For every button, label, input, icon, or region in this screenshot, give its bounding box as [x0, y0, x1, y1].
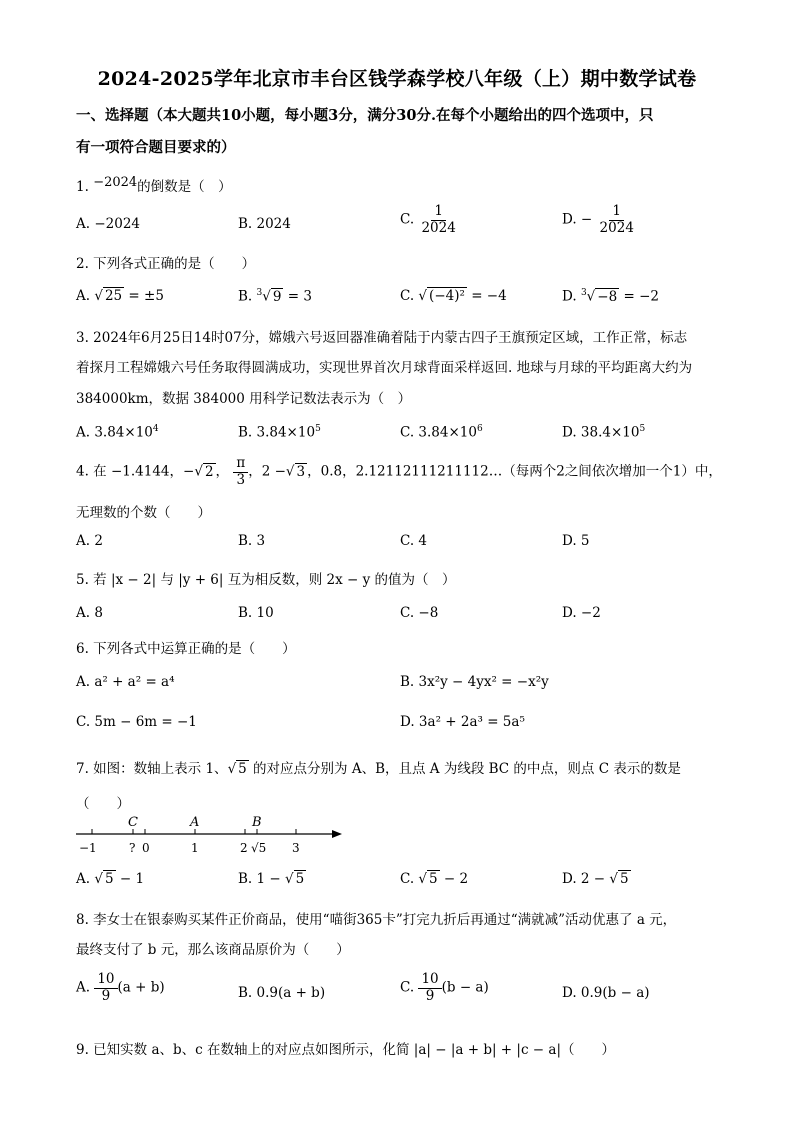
paper-title: 2024-2025学年北京市丰台区钱学森学校八年级（上）期中数学试卷	[97, 68, 697, 90]
q8-option-c: C. $\frac{10}{9}$ (b − a)	[400, 971, 489, 1004]
q3-option-d: D. $38.4\times 10^5$	[562, 424, 646, 441]
q4-option-c: C. 4	[400, 533, 428, 549]
question-8-line1: 8. 李女士在银泰购买某件正价商品，使用“喵街365卡”打完九折后再通过“满就减”活动优惠了 a 元，	[76, 912, 677, 928]
q3-option-a: A. $3.84\times 10^4$	[76, 424, 159, 441]
section-heading-line2: 有一项符合题目要求的）	[76, 139, 236, 156]
q1-option-b: B. 2024	[238, 216, 291, 232]
q1-number: −2024	[93, 175, 138, 190]
tick-label-minus1: −1	[79, 841, 97, 855]
q1-c-fraction: $\frac{1}{2024}$	[421, 203, 456, 236]
tick-label-1: 1	[191, 841, 199, 855]
tick-label-2: 2	[240, 841, 248, 855]
question-1-stem: 1. $^{-2024}$的倒数是（ ）	[76, 175, 232, 195]
question-6-stem: 6. 下列各式中运算正确的是（ ）	[76, 641, 296, 657]
q4-option-b: B. 3	[238, 533, 266, 549]
q3-option-c: C. $3.84\times 10^6$	[400, 424, 483, 441]
q5-option-d: D. −2	[562, 605, 601, 621]
q8-a-fraction: $\frac{10}{9}$	[94, 972, 117, 1004]
q7-option-d: D. 2 − √ 5	[562, 871, 629, 887]
question-9-stem: 9. 已知实数 a、b、c 在数轴上的对应点如图所示，化简 |a| − |a + b| + |c − a|（ ）	[76, 1042, 616, 1058]
q2-option-b: B. $^3$√ 9 = 3	[238, 288, 312, 305]
q8-option-a: A. $\frac{10}{9}$ (a + b)	[76, 971, 165, 1004]
q7-number-line	[70, 812, 350, 860]
question-3-line3: 384000km，数据 384000 用科学记数法表示为（ ）	[76, 391, 412, 407]
q4-pi-fraction: $\frac{\pi}{3}$	[233, 456, 248, 488]
question-3-line2: 着探月工程嫦娥六号任务取得圆满成功，实现世界首次月球背面采样返回. 地球与月球的平均距离大约为	[76, 360, 693, 376]
q7-option-a: A. √ 5 − 1	[76, 871, 145, 887]
question-3-line1: 3. 2024年6月25日14时07分，嫦娥六号返回器准确着陆于内蒙古四子王旗预定区域，工作正常，标志	[76, 330, 688, 346]
q8-c-fraction: $\frac{10}{9}$	[418, 972, 441, 1004]
tick-label-sqrt5: √5	[251, 841, 267, 855]
q6-option-c: C. 5m − 6m = −1	[76, 714, 197, 730]
q4-option-a: A. 2	[76, 533, 103, 549]
section-heading-line1: 一、选择题（本大题共10小题，每小题3分，满分30分.在每个小题给出的四个选项中，只	[76, 107, 654, 124]
q6-option-d: D. 3a² + 2a³ = 5a⁵	[400, 714, 525, 730]
q1-option-c: C. $\frac{1}{2024}$	[400, 204, 459, 236]
q1-d-fraction: $\frac{1}{2024}$	[599, 203, 634, 236]
q8-option-b: B. 0.9(a + b)	[238, 985, 326, 1001]
question-4-line2: 无理数的个数（ ）	[76, 505, 211, 521]
q1-option-d: D. − $\frac{1}{2024}$	[562, 204, 637, 236]
question-2-stem: 2. 下列各式正确的是（ ）	[76, 256, 256, 272]
q4-option-d: D. 5	[562, 533, 590, 549]
question-7-line1: 7. 如图：数轴上表示 1、√ 5 的对应点分别为 A、B，且点 A 为线段 BC 的中点，则点 C 表示的数是	[76, 761, 681, 777]
tick-label-3: 3	[292, 841, 300, 855]
q5-option-b: B. 10	[238, 605, 274, 621]
label-a: A	[190, 815, 200, 830]
q7-option-b: B. 1 − √ 5	[238, 871, 305, 887]
q6-option-a: A. a² + a² = a⁴	[76, 674, 175, 690]
q8-option-d: D. 0.9(b − a)	[562, 985, 650, 1001]
question-4-line1: 4. 在 −1.4144，−√ 2 ， $\frac{\pi}{3}$ ，2 −√ 3 ，0.8̇，2.12112111211112…（每两个2之间依次增加一个1）中，	[76, 455, 722, 488]
q1-option-a: A. −2024	[76, 216, 140, 232]
q5-option-a: A. 8	[76, 605, 103, 621]
q7-option-c: C. √ 5 − 2	[400, 871, 469, 887]
axis-arrow	[332, 830, 342, 838]
tick-label-question: ?	[129, 841, 136, 855]
question-8-line2: 最终支付了 b 元，那么该商品原价为（ ）	[76, 942, 350, 958]
question-5-stem: 5. 若 |x − 2| 与 |y + 6| 互为相反数，则 2x − y 的值为（ ）	[76, 572, 456, 588]
q5-option-c: C. −8	[400, 605, 439, 621]
label-c: C	[128, 815, 138, 830]
q6-option-b: B. 3x²y − 4yx² = −x²y	[400, 674, 549, 690]
q3-option-b: B. $3.84\times 10^5$	[238, 424, 321, 441]
q2-option-c: C. √ (−4)² = −4	[400, 288, 507, 304]
tick-label-0: 0	[142, 841, 150, 855]
label-b: B	[252, 815, 262, 830]
question-7-line2: （ ）	[76, 796, 130, 812]
q2-option-d: D. $^3$√ −8 = −2	[562, 288, 659, 305]
q2-option-a: A. √ 25 = ±5	[76, 288, 164, 304]
